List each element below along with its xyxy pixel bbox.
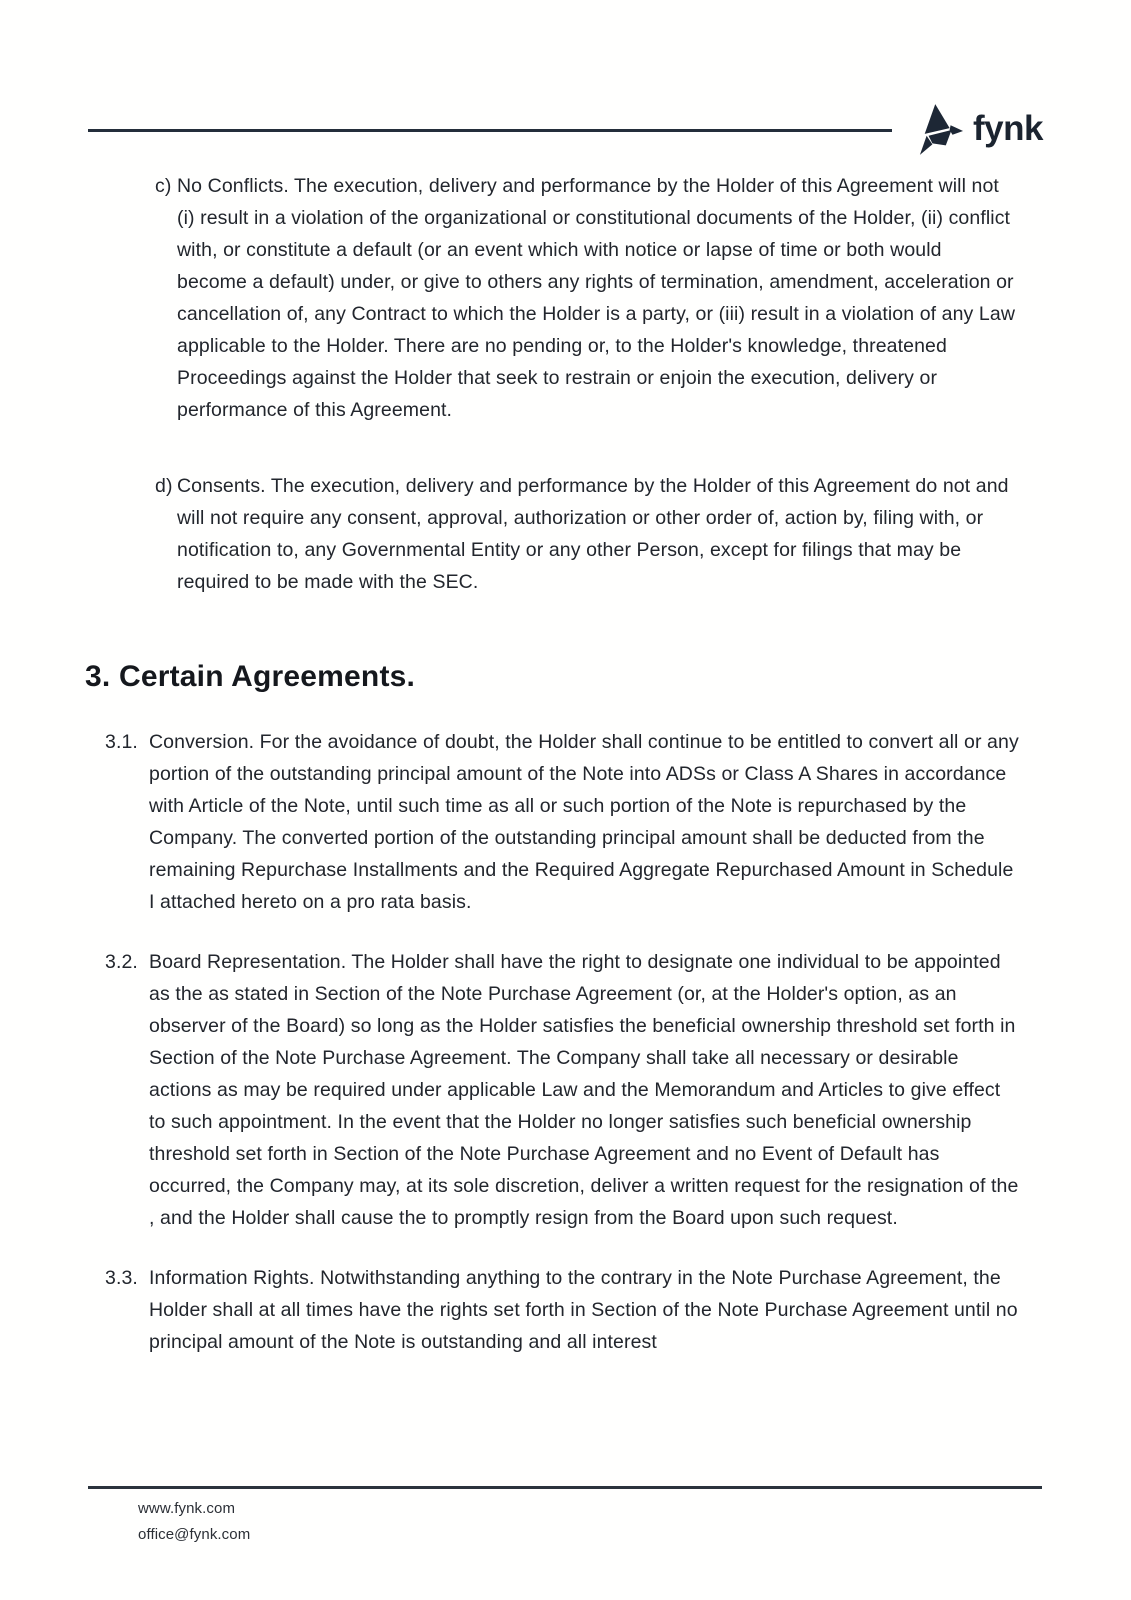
page-header bbox=[88, 98, 1043, 162]
clause-number: 3.2. bbox=[105, 951, 138, 973]
clause-label: d) bbox=[155, 475, 173, 497]
logo-wordmark: fynk bbox=[973, 108, 1043, 148]
fynk-logo bbox=[918, 104, 1043, 156]
clause-text: Conversion. For the avoidance of doubt, the Holder shall continue to be entitled to convert all or any portion of the outstanding principal amount of the Note into ADSs or Class A Shares in accordance with Article of the Note, until such time as all or such portion of the Note is repurchased by the Company. The converted portion of the outstanding principal amount shall be deducted from the remaining Repurchase Installments and the Required Aggregate Repurchased Amount in Schedule I attached hereto on a pro rata basis. bbox=[149, 731, 1019, 913]
footer-website: www.fynk.com bbox=[138, 1500, 236, 1517]
footer-email: office@fynk.com bbox=[138, 1526, 251, 1543]
page-footer bbox=[88, 1486, 1042, 1548]
clause-3-1 bbox=[88, 726, 1043, 918]
clause-d bbox=[88, 470, 1043, 598]
document-content bbox=[85, 170, 1043, 1386]
clause-text: Board Representation. The Holder shall have the right to designate one individual to be appointed as the as stated in Section of the Note Purchase Agreement (or, at the Holder's option, as an observer of the Board) so long as the Holder satisfies the beneficial ownership threshold set forth in Section of the Note Purchase Agreement. The Company shall take all necessary or desirable actions as may be required under applicable Law and the Memorandum and Articles to give effect to such appointment. In the event that the Holder no longer satisfies such beneficial ownership threshold set forth in Section of the Note Purchase Agreement and no Event of Default has occurred, the Company may, at its sole discretion, deliver a written request for the resignation of the , and the Holder shall cause the to promptly resign from the Board upon such request. bbox=[149, 951, 1019, 1229]
paper-crane-icon bbox=[918, 104, 964, 156]
clause-c bbox=[88, 170, 1043, 426]
section-heading: 3. Certain Agreements. bbox=[85, 660, 416, 693]
header-divider bbox=[88, 129, 892, 132]
clause-label: c) bbox=[155, 175, 172, 197]
clause-3-2 bbox=[88, 946, 1043, 1234]
clause-number: 3.3. bbox=[105, 1267, 138, 1289]
clause-number: 3.1. bbox=[105, 731, 138, 753]
clause-text: Information Rights. Notwithstanding anything to the contrary in the Note Purchase Agreement, the Holder shall at all times have the rights set forth in Section of the Note Purchase Agreement until no principal amount of the Note is outstanding and all interest bbox=[149, 1267, 1018, 1353]
clause-text: No Conflicts. The execution, delivery and performance by the Holder of this Agreement will not (i) result in a violation of the organizational or constitutional documents of the Holder, (ii) conflict with, or constitute a default (or an event which with notice or lapse of time or both would become a default) under, or give to others any rights of termination, amendment, acceleration or cancellation of, any Contract to which the Holder is a party, or (iii) result in a violation of any Law applicable to the Holder. There are no pending or, to the Holder's knowledge, threatened Proceedings against the Holder that seek to restrain or enjoin the execution, delivery or performance of this Agreement. bbox=[177, 175, 1016, 421]
clause-text: Consents. The execution, delivery and performance by the Holder of this Agreement do not and will not require any consent, approval, authorization or other order of, action by, filing with, or notification to, any Governmental Entity or any other Person, except for filings that may be required to be made with the SEC. bbox=[177, 475, 1009, 593]
clause-3-3 bbox=[88, 1262, 1043, 1358]
